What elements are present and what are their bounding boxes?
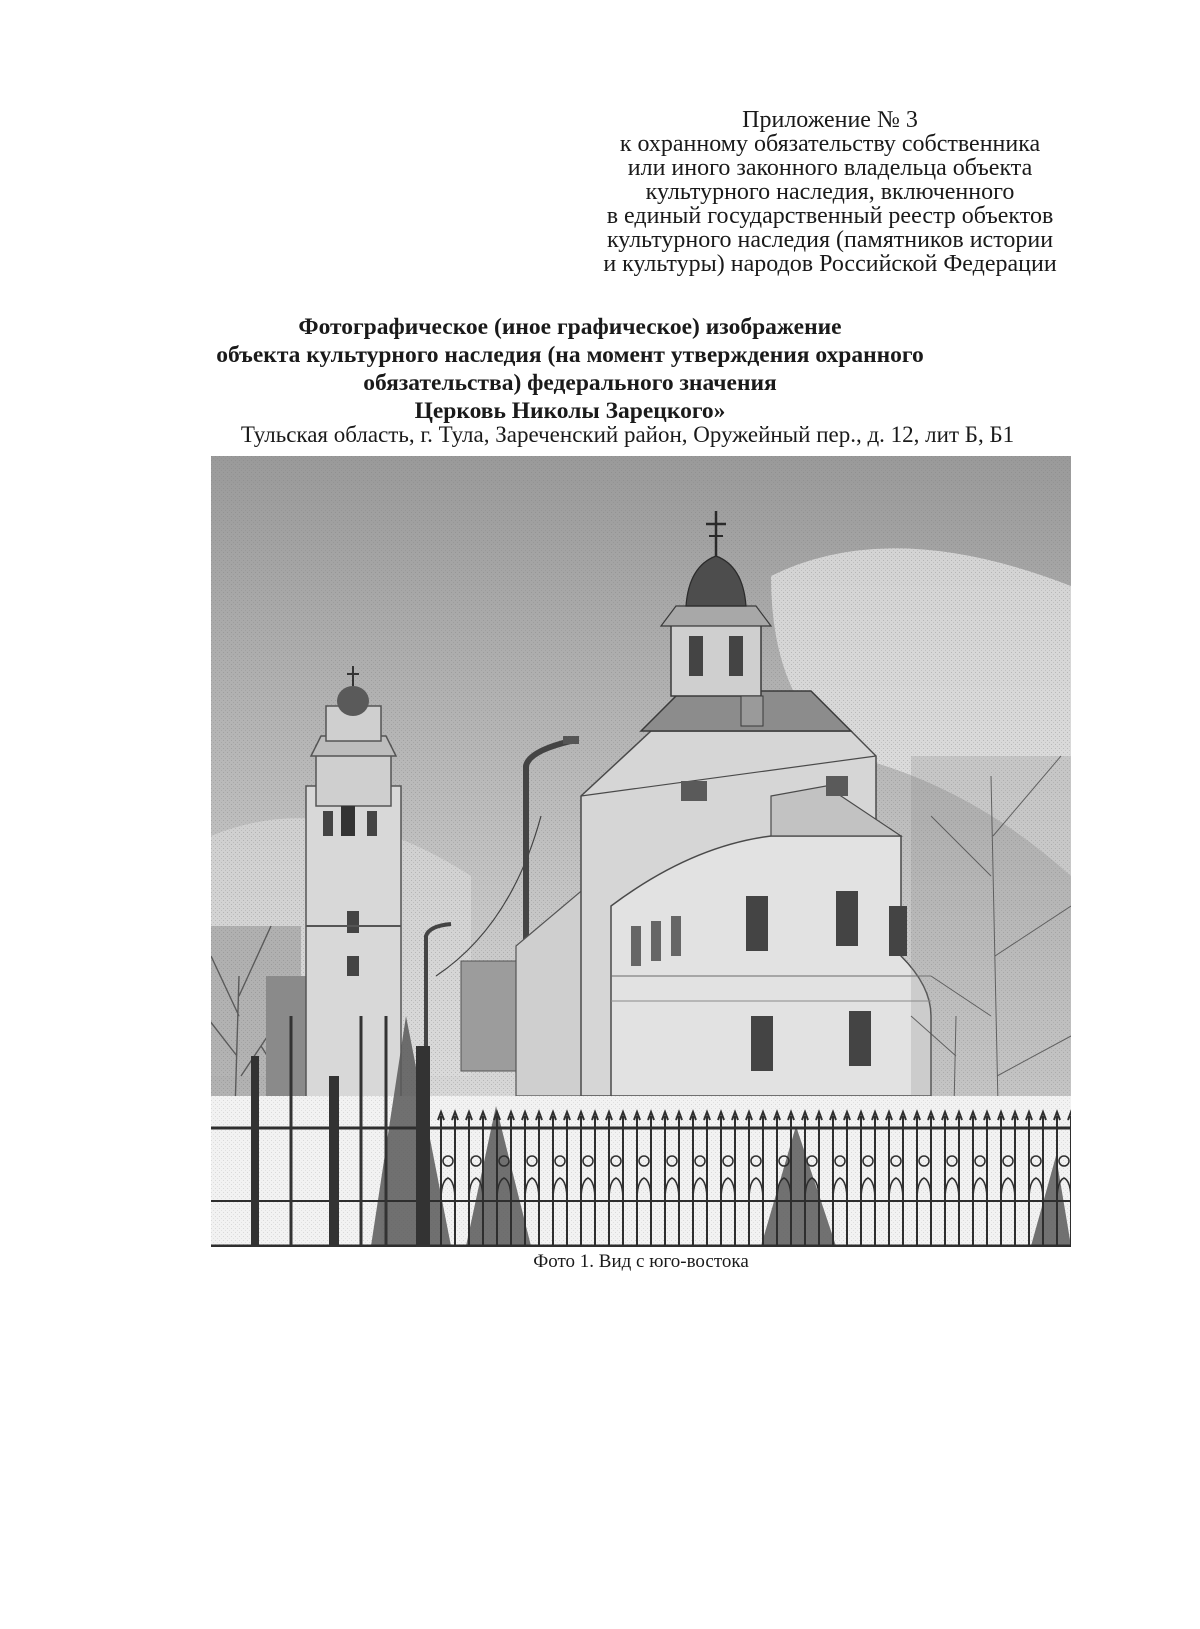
church-photo — [211, 456, 1071, 1247]
heading-line: объекта культурного наследия (на момент утверждения охранного — [216, 342, 924, 368]
annex-line: или иного законного владельца объекта — [627, 155, 1033, 181]
document-heading — [140, 313, 1000, 425]
annex-line: к охранному обязательству собственника — [619, 131, 1041, 157]
annex-line: и культуры) народов Российской Федерации — [603, 251, 1057, 277]
photo-caption: Фото 1. Вид с юго-востока — [533, 1251, 749, 1272]
annex-line: в единый государственный реестр объектов — [606, 203, 1054, 229]
heading-line: обязательства) федерального значения — [363, 370, 777, 396]
object-address: Тульская область, г. Тула, Зареченский район, Оружейный пер., д. 12, лит Б, Б1 — [240, 422, 1015, 447]
heading-object-name: Церковь Николы Зарецкого» — [414, 398, 726, 424]
annex-title: Приложение № 3 — [742, 107, 918, 133]
annex-line: культурного наследия, включенного — [645, 179, 1015, 205]
heading-line: Фотографическое (иное графическое) изображение — [298, 314, 842, 340]
annex-header — [560, 108, 1100, 276]
annex-line: культурного наследия (памятников истории — [606, 227, 1054, 253]
